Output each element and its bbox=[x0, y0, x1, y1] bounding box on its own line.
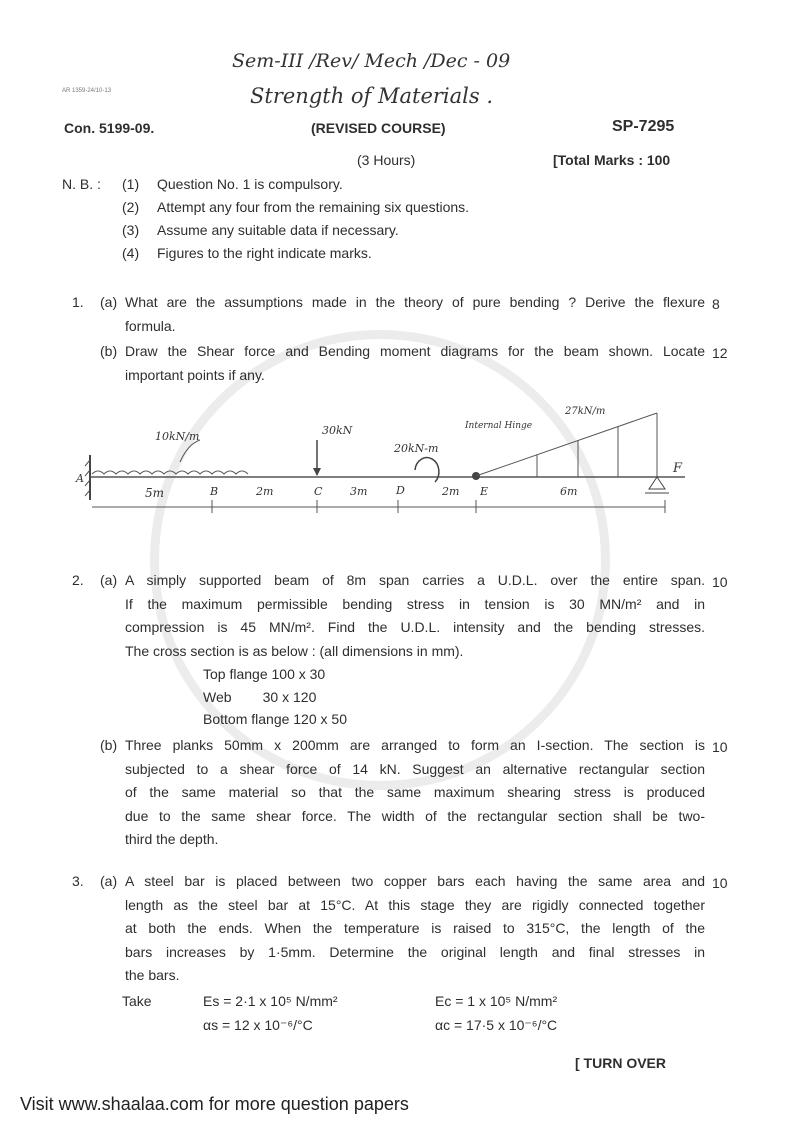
question-text-line: bars increases by 1·5mm. Determine the original length and final stresses in bbox=[125, 943, 705, 960]
span-ab: 5m bbox=[145, 486, 165, 500]
duration: (3 Hours) bbox=[357, 152, 416, 168]
take-label: Take bbox=[122, 993, 152, 1009]
question-text-line: formula. bbox=[125, 317, 176, 334]
question-number: 3. bbox=[72, 873, 84, 889]
part-label: (a) bbox=[100, 294, 118, 310]
span-bc: 2m bbox=[256, 485, 274, 498]
nb-item-text: Attempt any four from the remaining six questions. bbox=[157, 199, 470, 215]
question-text-line: the bars. bbox=[125, 967, 180, 983]
part-label: (b) bbox=[100, 343, 118, 359]
question-text-line: A simply supported beam of 8m span carries a U.D.L. over the entire span. bbox=[125, 572, 705, 588]
question-text-line: at both the ends. When the temperature is raised to 315°C, the length of the bbox=[125, 920, 705, 936]
part-label: (a) bbox=[100, 572, 118, 588]
question-text-line: compression is 45 MN/m². Find the U.D.L. intensity and the bending stresses. bbox=[125, 619, 705, 635]
question-number: 2. bbox=[72, 572, 84, 588]
stamp-text: AR 1359-24/10-13 bbox=[62, 88, 112, 94]
total-marks: [Total Marks : 100 bbox=[553, 152, 671, 168]
marks: 10 bbox=[712, 574, 728, 590]
span-de: 2m bbox=[442, 485, 460, 498]
alpha-copper: αc = 17·5 x 10⁻⁶/°C bbox=[435, 1017, 558, 1033]
question-text-line: subjected to a shear force of 14 kN. Suggest an alternative rectangular section bbox=[125, 760, 705, 777]
paper-code: SP-7295 bbox=[612, 118, 675, 135]
part-label: (a) bbox=[100, 873, 118, 889]
handwritten-course-info: Sem-III /Rev/ Mech /Dec - 09 bbox=[232, 50, 511, 72]
marks: 10 bbox=[712, 875, 728, 891]
marks: 12 bbox=[712, 345, 728, 361]
question-text-line: If the maximum permissible bending stress in tension is 30 MN/m² and in bbox=[125, 595, 705, 612]
nb-item-number: (2) bbox=[122, 199, 140, 215]
turn-over: [ TURN OVER bbox=[575, 1055, 666, 1071]
cross-section-dimension: Web 30 x 120 bbox=[203, 688, 317, 705]
con-number: Con. 5199-09. bbox=[64, 120, 155, 136]
point-load-label: 30kN bbox=[322, 424, 353, 437]
nb-item-text: Figures to the right indicate marks. bbox=[157, 245, 372, 261]
question-text-line: of the same material so that the same maximum shearing stress is produced bbox=[125, 784, 705, 800]
label-c: C bbox=[314, 485, 323, 498]
hinge-label: Internal Hinge bbox=[465, 421, 533, 431]
question-number: 1. bbox=[72, 294, 84, 310]
label-a: A bbox=[76, 472, 84, 485]
question-text-line: third the depth. bbox=[125, 831, 219, 847]
label-e: E bbox=[480, 485, 489, 498]
nb-label: N. B. : bbox=[62, 176, 101, 192]
nb-item-text: Question No. 1 is compulsory. bbox=[157, 176, 343, 192]
part-label: (b) bbox=[100, 737, 118, 753]
beam-diagram bbox=[60, 400, 720, 530]
marks: 8 bbox=[712, 296, 720, 312]
alpha-steel: αs = 12 x 10⁻⁶/°C bbox=[203, 1017, 313, 1033]
course-type: (REVISED COURSE) bbox=[311, 120, 446, 136]
question-text-line: Three planks 50mm x 200mm are arranged to form an I-section. The section is bbox=[125, 737, 705, 753]
nb-item-number: (1) bbox=[122, 176, 140, 192]
moment-label: 20kN-m bbox=[394, 442, 439, 455]
question-text-line: length as the steel bar at 15°C. At this stage they are rigidly connected together bbox=[125, 896, 705, 913]
question-text-line: Draw the Shear force and Bending moment diagrams for the beam shown. Locate bbox=[125, 343, 705, 359]
footer-link[interactable]: Visit www.shaalaa.com for more question papers bbox=[20, 1094, 409, 1114]
nb-item-number: (4) bbox=[122, 245, 140, 261]
handwritten-subject: Strength of Materials . bbox=[250, 84, 493, 108]
udl-label: 10kN/m bbox=[155, 430, 200, 443]
max-load-label: 27kN/m bbox=[565, 406, 606, 417]
modulus-steel: Es = 2·1 x 10⁵ N/mm² bbox=[203, 993, 338, 1009]
nb-item-number: (3) bbox=[122, 222, 140, 238]
question-text-line: The cross section is as below : (all dimensions in mm). bbox=[125, 642, 464, 659]
cross-section-dimension: Top flange 100 x 30 bbox=[203, 666, 326, 682]
marks: 10 bbox=[712, 739, 728, 755]
span-cd: 3m bbox=[350, 485, 368, 498]
question-text-line: A steel bar is placed between two copper bars each having the same area and bbox=[125, 873, 705, 889]
label-b: B bbox=[210, 485, 219, 498]
question-text-line: due to the same shear force. The width of the rectangular section shall be two- bbox=[125, 807, 705, 824]
label-d: D bbox=[396, 484, 405, 497]
span-ef: 6m bbox=[560, 485, 578, 498]
question-text-line: important points if any. bbox=[125, 366, 265, 383]
question-text-line: What are the assumptions made in the theory of pure bending ? Derive the flexure bbox=[125, 294, 705, 310]
label-f: F bbox=[673, 461, 683, 476]
modulus-copper: Ec = 1 x 10⁵ N/mm² bbox=[435, 993, 558, 1009]
nb-item-text: Assume any suitable data if necessary. bbox=[157, 222, 399, 238]
cross-section-dimension: Bottom flange 120 x 50 bbox=[203, 711, 347, 727]
